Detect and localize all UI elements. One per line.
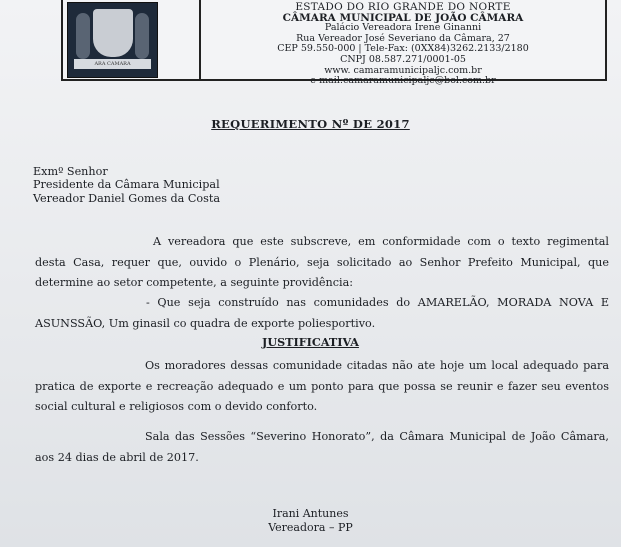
cnpj: CNPJ 08.587.271/0001-05 bbox=[340, 53, 466, 65]
letterhead bbox=[61, 0, 607, 87]
letterhead-text bbox=[205, 2, 601, 87]
seal-shield bbox=[93, 9, 133, 57]
website: www. camaramunicipaljc.com.br bbox=[324, 64, 482, 76]
seal-leaf-left bbox=[76, 13, 90, 59]
seal-leaf-right bbox=[135, 13, 149, 59]
letterhead-divider bbox=[199, 0, 201, 79]
request-paragraph bbox=[35, 232, 609, 294]
closing-paragraph bbox=[35, 427, 609, 468]
addressee-salutation: Exmº Senhor bbox=[33, 165, 108, 178]
addressee-title: Presidente da Câmara Municipal bbox=[33, 178, 220, 192]
request-text: A vereadora que este subscreve, em conformidade com o texto regimental desta Casa, requer que, ouvido o Plenário, seja solicitado ao Senhor Prefeito Municipal, que determine ao setor competente, a seguinte providência: bbox=[35, 235, 609, 289]
signatory-role: Vereadora – PP bbox=[268, 521, 353, 534]
email: e-mail:camaramunicipaljc@bol.com.br bbox=[310, 75, 496, 87]
municipal-seal-logo bbox=[67, 2, 158, 78]
document-title: REQUERIMENTO Nº DE 2017 bbox=[211, 117, 410, 131]
signatory-name: Irani Antunes bbox=[272, 507, 349, 520]
seal-ribbon: ARA CAMARA bbox=[74, 59, 151, 69]
state-name: ESTADO DO RIO GRANDE DO NORTE bbox=[295, 1, 511, 13]
chamber-name: CÂMARA MUNICIPAL DE JOÃO CÂMARA bbox=[282, 11, 524, 24]
addressee-name: Vereador Daniel Gomes da Costa bbox=[33, 191, 221, 205]
street-address: Rua Vereador José Severiano da Câmara, 27 bbox=[296, 32, 510, 44]
closing-text: Sala das Sessões “Severino Honorato”, da Câmara Municipal de João Câmara, aos 24 dias de abril de 2017. bbox=[35, 430, 609, 464]
justification-paragraph bbox=[35, 356, 609, 418]
justification-text: Os moradores dessas comunidade citadas não ate hoje um local adequado para pratica de exporte e recreação adequado e um ponto para que possa se reunir e fazer seu eventos social cultural e religiosos com o devido conforto. bbox=[35, 359, 609, 413]
request-item-text: - Que seja construído nas comunidades do AMARELÃO, MORADA NOVA E ASUNSSÃO, Um ginasil co quadra de exporte poliesportivo. bbox=[35, 296, 609, 330]
justification-heading: JUSTIFICATIVA bbox=[262, 335, 359, 349]
cep-phone: CEP 59.550-000 | Tele-Fax: (0XX84)3262.2133/2180 bbox=[277, 43, 529, 55]
request-item-paragraph bbox=[35, 293, 609, 334]
signature-block bbox=[0, 507, 621, 535]
palace-name: Palácio Vereadora Irene Ginanni bbox=[324, 22, 482, 34]
addressee-block bbox=[33, 165, 220, 205]
